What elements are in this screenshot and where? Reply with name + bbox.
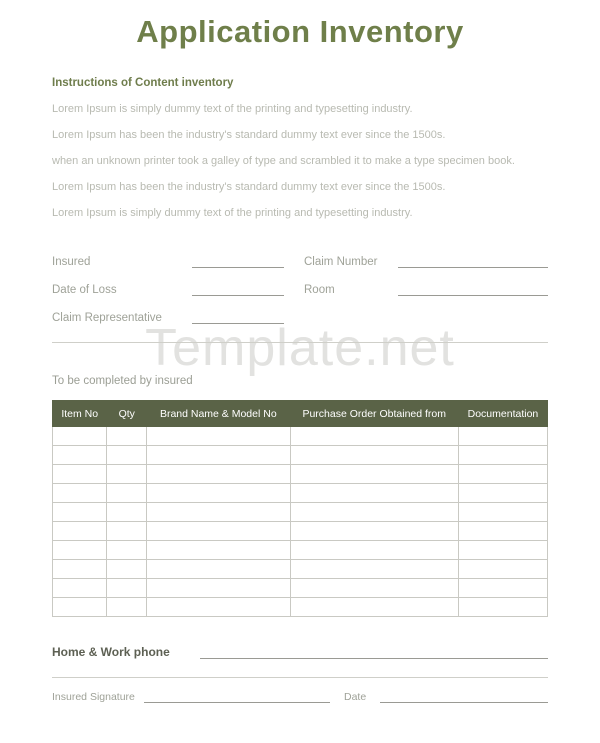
claim-number-label: Claim Number: [304, 256, 378, 268]
table-cell[interactable]: [458, 598, 547, 617]
table-row: [53, 503, 548, 522]
table-cell[interactable]: [53, 484, 107, 503]
inventory-table-body: [53, 427, 548, 617]
home-work-phone-row: [52, 645, 548, 659]
table-cell[interactable]: [290, 503, 458, 522]
section-divider: [52, 342, 548, 343]
claim-representative-field-line[interactable]: [192, 311, 284, 324]
table-cell[interactable]: [107, 446, 147, 465]
table-cell[interactable]: [147, 427, 291, 446]
date-of-loss-field-line[interactable]: [192, 283, 284, 296]
table-row: [53, 579, 548, 598]
page-title: Application Inventory: [136, 14, 464, 49]
table-cell[interactable]: [458, 503, 547, 522]
insured-field-line[interactable]: [192, 255, 284, 268]
column-header-item-no: Item No: [53, 401, 107, 427]
table-row: [53, 465, 548, 484]
table-row: [53, 598, 548, 617]
column-header-brand-model: Brand Name & Model No: [147, 401, 291, 427]
watermark: Template.net: [145, 319, 455, 377]
table-cell[interactable]: [53, 427, 107, 446]
table-row: [53, 484, 548, 503]
table-cell[interactable]: [458, 560, 547, 579]
table-cell[interactable]: [458, 446, 547, 465]
column-header-documentation: Documentation: [458, 401, 547, 427]
claim-representative-label: Claim Representative: [52, 312, 162, 324]
table-cell[interactable]: [458, 427, 547, 446]
table-cell[interactable]: [107, 579, 147, 598]
column-header-qty: Qty: [107, 401, 147, 427]
table-cell[interactable]: [53, 598, 107, 617]
table-cell[interactable]: [290, 560, 458, 579]
table-cell[interactable]: [290, 541, 458, 560]
date-of-loss-label: Date of Loss: [52, 284, 117, 296]
table-cell[interactable]: [458, 541, 547, 560]
insured-signature-field-line[interactable]: [144, 691, 330, 703]
table-section-label: To be completed by insured: [52, 375, 193, 387]
table-cell[interactable]: [53, 503, 107, 522]
table-cell[interactable]: [290, 465, 458, 484]
table-cell[interactable]: [53, 560, 107, 579]
table-cell[interactable]: [53, 465, 107, 484]
date-label: Date: [344, 691, 367, 703]
table-header-row: [53, 401, 548, 427]
table-cell[interactable]: [290, 446, 458, 465]
inventory-table: [52, 400, 548, 617]
instruction-line: Lorem Ipsum is simply dummy text of the printing and typesetting industry.: [52, 207, 413, 219]
instruction-line: Lorem Ipsum is simply dummy text of the printing and typesetting industry.: [52, 103, 413, 115]
insured-signature-label: Insured Signature: [52, 691, 135, 703]
table-row: [53, 522, 548, 541]
table-cell[interactable]: [458, 579, 547, 598]
table-row: [53, 446, 548, 465]
table-cell[interactable]: [107, 598, 147, 617]
table-cell[interactable]: [147, 484, 291, 503]
table-cell[interactable]: [107, 541, 147, 560]
table-cell[interactable]: [107, 503, 147, 522]
table-cell[interactable]: [290, 484, 458, 503]
table-row: [53, 427, 548, 446]
home-work-phone-field-line[interactable]: [200, 645, 548, 659]
signature-row: [52, 691, 548, 703]
table-cell[interactable]: [53, 446, 107, 465]
insured-label: Insured: [52, 256, 91, 268]
table-cell[interactable]: [107, 427, 147, 446]
table-cell[interactable]: [53, 541, 107, 560]
instruction-line: when an unknown printer took a galley of type and scrambled it to make a type specimen book.: [52, 155, 515, 167]
table-cell[interactable]: [147, 541, 291, 560]
table-cell[interactable]: [53, 579, 107, 598]
footer-divider: [52, 677, 548, 678]
table-cell[interactable]: [107, 560, 147, 579]
table-cell[interactable]: [107, 522, 147, 541]
table-cell[interactable]: [147, 465, 291, 484]
table-cell[interactable]: [458, 484, 547, 503]
home-work-phone-label: Home & Work phone: [52, 645, 170, 659]
claim-fields-section: [52, 255, 548, 324]
room-field-line[interactable]: [398, 283, 548, 296]
room-label: Room: [304, 284, 335, 296]
instruction-line: Lorem Ipsum has been the industry's standard dummy text ever since the 1500s.: [52, 181, 446, 193]
table-cell[interactable]: [147, 503, 291, 522]
table-cell[interactable]: [147, 598, 291, 617]
table-cell[interactable]: [107, 465, 147, 484]
table-cell[interactable]: [147, 522, 291, 541]
table-cell[interactable]: [458, 522, 547, 541]
table-row: [53, 560, 548, 579]
instruction-line: Lorem Ipsum has been the industry's standard dummy text ever since the 1500s.: [52, 129, 446, 141]
table-cell[interactable]: [147, 560, 291, 579]
instructions-heading: Instructions of Content inventory: [52, 77, 234, 89]
table-cell[interactable]: [290, 522, 458, 541]
table-cell[interactable]: [107, 484, 147, 503]
table-cell[interactable]: [147, 446, 291, 465]
table-cell[interactable]: [290, 598, 458, 617]
column-header-purchase-order: Purchase Order Obtained from: [290, 401, 458, 427]
claim-number-field-line[interactable]: [398, 255, 548, 268]
table-row: [53, 541, 548, 560]
table-cell[interactable]: [290, 427, 458, 446]
table-cell[interactable]: [458, 465, 547, 484]
table-cell[interactable]: [53, 522, 107, 541]
table-cell[interactable]: [290, 579, 458, 598]
date-field-line[interactable]: [380, 691, 548, 703]
table-cell[interactable]: [147, 579, 291, 598]
